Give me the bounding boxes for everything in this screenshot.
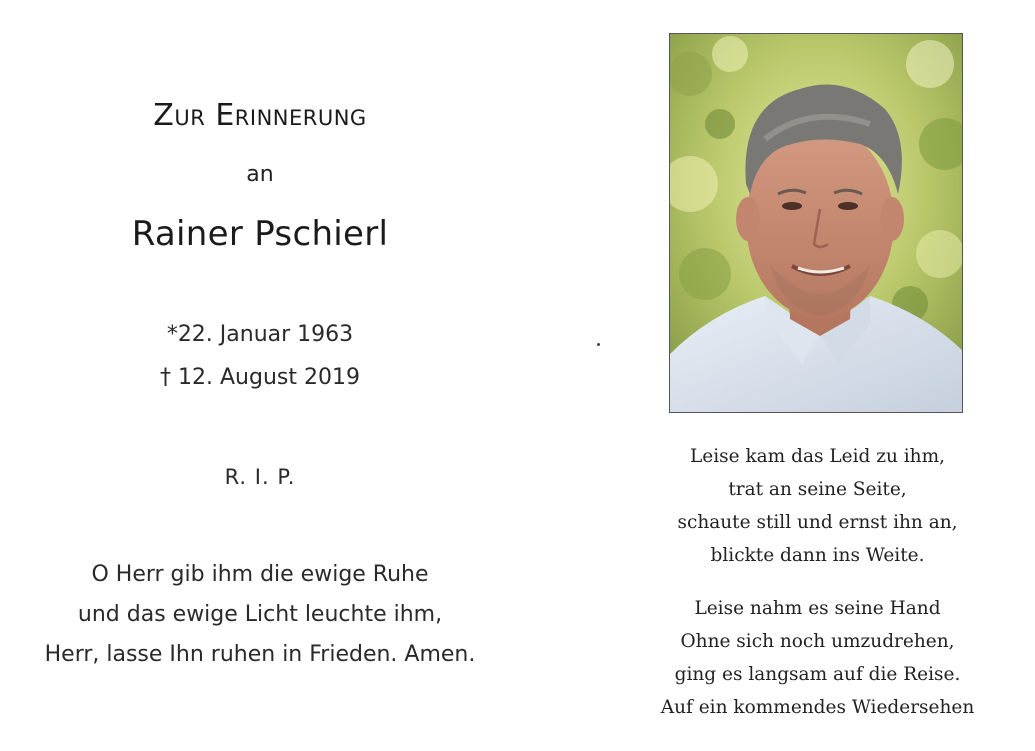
poem-line: schaute still und ernst ihn an, [677, 512, 958, 533]
deceased-name: Rainer Pschierl [131, 214, 389, 254]
portrait-image [670, 34, 963, 413]
poem-line: Ohne sich noch umzudrehen, [680, 631, 955, 652]
poem-line: Leise kam das Leid zu ihm, [689, 446, 946, 467]
prayer-text [0, 555, 520, 675]
birth-date: *22. Januar 1963 [166, 322, 354, 347]
poem-line: Auf ein kommendes Wiedersehen [660, 697, 975, 718]
prayer-line: O Herr gib ihm die ewige Ruhe [91, 562, 429, 587]
print-speck [597, 343, 600, 346]
prayer-line: Herr, lasse Ihn ruhen in Frieden. Amen. [44, 642, 476, 667]
poem-line: ging es langsam auf die Reise. [674, 664, 961, 685]
heading-preposition: an [246, 162, 274, 187]
memorial-heading: Zur Erinnerung [153, 98, 367, 133]
poem-line: blickte dann ins Weite. [710, 545, 925, 566]
portrait-photo [669, 33, 963, 413]
poem-stanza-1 [620, 440, 1015, 572]
poem-line: Leise nahm es seine Hand [694, 598, 941, 619]
poem-line: trat an seine Seite, [728, 479, 907, 500]
prayer-line: und das ewige Licht leuchte ihm, [77, 602, 443, 627]
poem-stanza-2 [620, 592, 1015, 724]
death-date: † 12. August 2019 [160, 365, 360, 390]
rip-text: R. I. P. [224, 465, 296, 489]
